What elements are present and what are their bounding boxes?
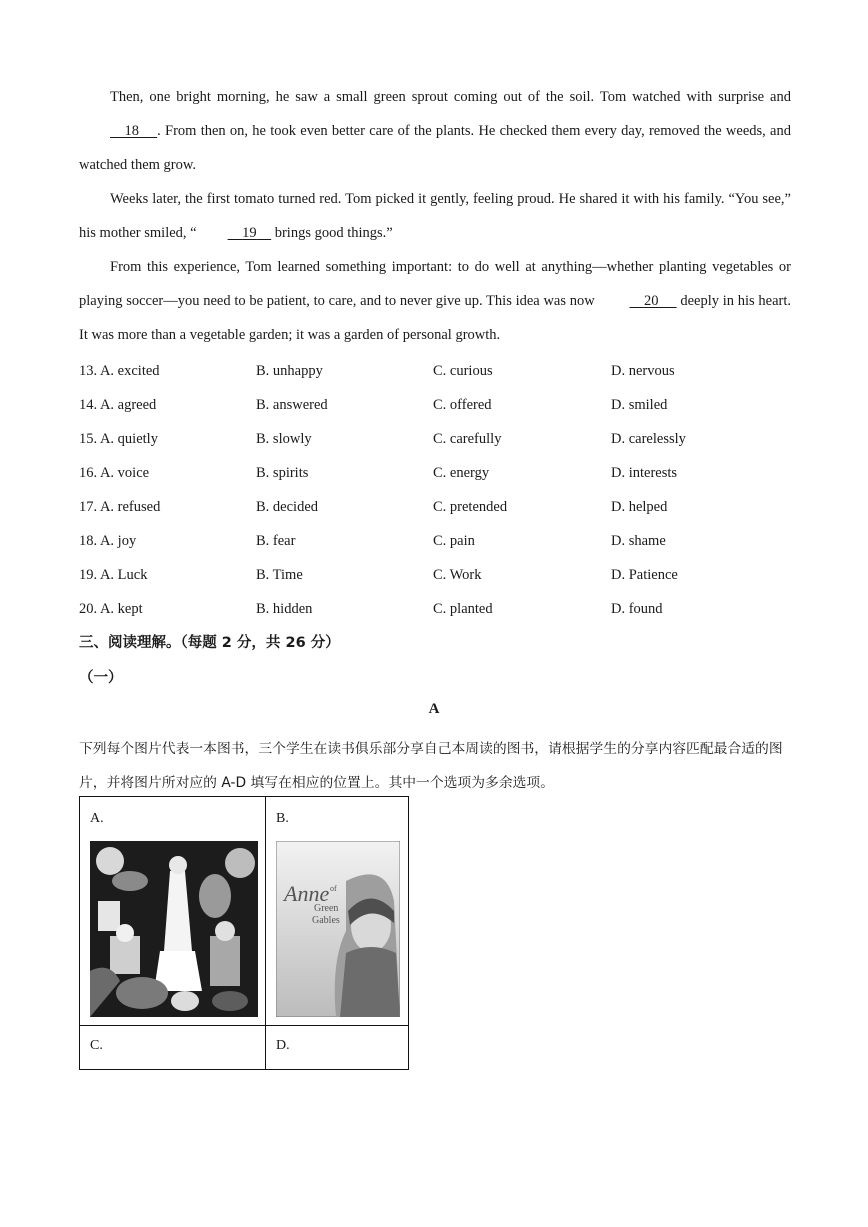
option-c: C. planted [433,601,493,617]
paragraph-text: deeply in his heart. It was more than a vegetable garden; it was a garden of personal growth. [79,293,791,343]
option-b: B. slowly [256,431,312,447]
blank-19: 19 [242,225,257,241]
option-d: D. interests [611,465,678,481]
option-b: B. spirits [256,465,309,481]
cell-label: A. [90,811,104,826]
paragraph-text: Then, one bright morning, he saw a small green sprout coming out of the soil. Tom watched with surprise and [110,89,791,105]
option-c: C. offered [433,397,492,413]
svg-text:Gables: Gables [312,915,340,926]
options-list [79,356,791,628]
cell-label: C. [90,1038,103,1053]
cell-b [266,797,408,1025]
option-row-14 [79,390,791,424]
passage-paragraph-3 [79,250,791,352]
cell-d [266,1026,408,1070]
paragraph-text: brings good things.” [271,225,393,241]
cell-label: B. [276,811,289,826]
passage-paragraph-2 [79,182,791,250]
option-b: B. unhappy [256,363,323,379]
option-row-13 [79,356,791,390]
option-b: B. Time [256,567,303,583]
option-a: 18. A. joy [79,533,137,549]
option-a: 19. A. Luck [79,567,148,583]
option-row-15 [79,424,791,458]
option-d: D. nervous [611,363,675,379]
option-b: B. fear [256,533,296,549]
option-a: 13. A. excited [79,363,160,379]
instructions: 下列每个图片代表一本图书，三个学生在读书俱乐部分享自己本周读的图书，请根据学生的分享内容匹配最合适的图片，并将图片所对应的 A-D 填写在相应的位置上。其中一个选项为多余选项。 [79,741,783,791]
option-a: 17. A. refused [79,499,161,515]
option-c: C. Work [433,567,482,583]
svg-text:of: of [330,884,337,893]
book-picture-grid [79,796,409,1070]
option-row-20 [79,594,791,628]
book-cover-b-image [276,841,400,1017]
blank-18: 18 [124,123,139,139]
subsection-title: （一） [79,670,123,686]
option-row-17 [79,492,791,526]
option-c: C. curious [433,363,493,379]
option-c: C. pretended [433,499,508,515]
section-title: 三、阅读理解。（每题 2 分，共 26 分） [79,635,340,651]
paragraph-text: Weeks later, the first tomato turned red. Tom picked it gently, feeling proud. He shared it with his family. “You see,” his mother smiled, “ [79,191,791,241]
option-c: C. energy [433,465,490,481]
cell-c [80,1026,265,1070]
option-d: D. smiled [611,397,668,413]
paragraph-text: From this experience, Tom learned something important: to do well at anything—whether planting vegetables or playing soccer—you need to be patient, to care, and to never give up. This idea was now [79,259,791,309]
svg-text:Green: Green [314,903,339,914]
cell-label: D. [276,1038,290,1053]
illustration-icon [90,841,258,1017]
option-d: D. shame [611,533,666,549]
option-c: C. carefully [433,431,502,447]
blank-20: 20 [643,293,659,309]
option-row-18 [79,526,791,560]
cell-a [80,797,265,1025]
svg-text:Anne: Anne [284,881,330,906]
option-c: C. pain [433,533,475,549]
book-cover-a-image [90,841,258,1017]
book-cover-icon [276,841,400,1017]
option-d: D. helped [611,499,668,515]
paragraph-text: . From then on, he took even better care of the plants. He checked them every day, removed the weeds, and watched them grow. [79,123,791,173]
option-b: B. decided [256,499,319,515]
option-d: D. Patience [611,567,678,583]
part-heading: A [428,701,440,717]
option-a: 15. A. quietly [79,431,158,447]
option-row-16 [79,458,791,492]
option-b: B. answered [256,397,328,413]
passage-paragraph-1 [79,80,791,182]
option-d: D. carelessly [611,431,686,447]
option-a: 14. A. agreed [79,397,157,413]
option-row-19 [79,560,791,594]
option-a: 20. A. kept [79,601,143,617]
option-a: 16. A. voice [79,465,150,481]
option-d: D. found [611,601,663,617]
option-b: B. hidden [256,601,313,617]
